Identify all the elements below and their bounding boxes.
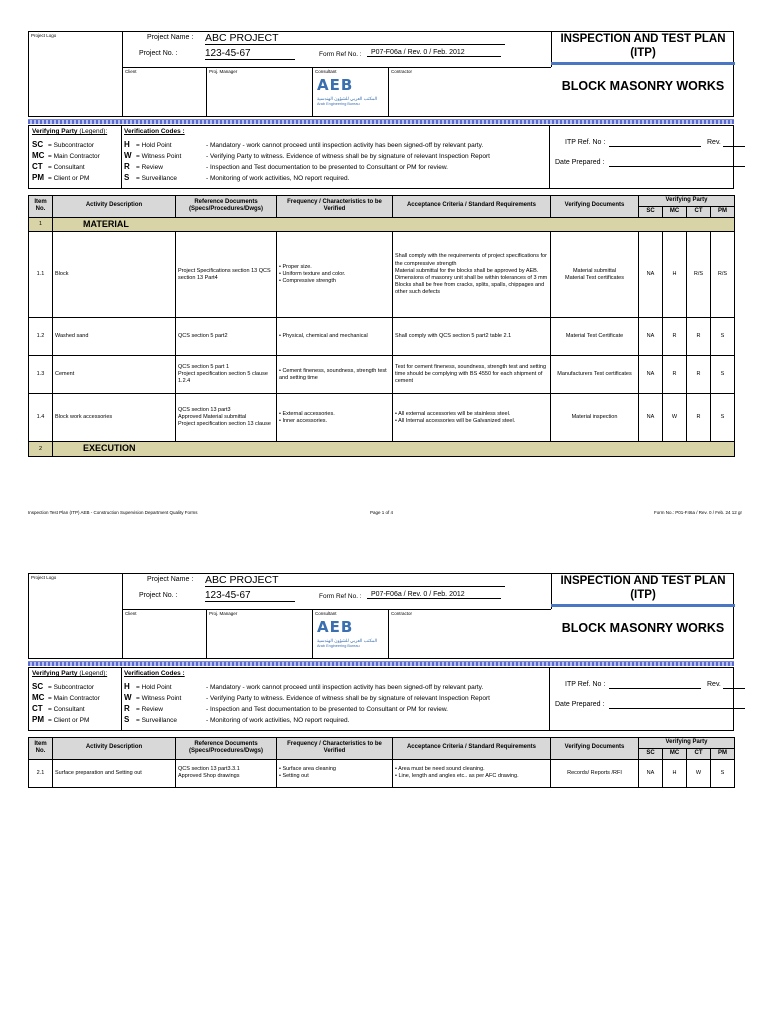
section-row-material: 1 MATERIAL [29, 217, 735, 232]
rev-label: Rev. [707, 139, 721, 146]
legend-code-h: H = Hold Point - Mandatory - work cannot proceed until inspection activity has been signed-off by relevant party. [124, 682, 484, 691]
divider-stripe [28, 119, 734, 124]
col-activity: Activity Description [53, 738, 176, 760]
legend-code-w: W = Witness Point - Verifying Party to witness. Evidence of witness shall be by signature of relevant Inspection Report [124, 693, 490, 702]
date-prepared-field[interactable] [609, 708, 745, 709]
col-reference: Reference Documents (Specs/Procedures/Dwgs) [176, 196, 277, 218]
itp-ref-label: ITP Ref. No : [565, 139, 606, 146]
project-no-label: Project No. : [139, 50, 178, 57]
consultant-label: Consultant [315, 69, 337, 74]
contractor-cell: Contractor [391, 611, 413, 616]
verification-codes-legend [121, 126, 550, 188]
legend-code-s: S = Surveillance - Monitoring of work activities, NO report required. [124, 715, 350, 724]
legend-party-ct: CT = Consultant [32, 162, 85, 171]
form-ref-value: P07-F06a / Rev. 0 / Feb. 2012 [367, 49, 501, 57]
vp-legend-heading: Verifying Party [32, 670, 78, 677]
vp-legend-heading: Verifying Party [32, 128, 78, 135]
divider-stripe [28, 661, 734, 666]
aeb-logo-arabic: المكتب العربي للشؤون الهندسية [317, 96, 378, 101]
col-verifying-party: Verifying Party [639, 196, 735, 207]
col-acceptance: Acceptance Criteria / Standard Requirements [393, 196, 551, 218]
table-row: 1.4 Block work accessories QCS section 13 part3 Approved Material submittal Project specification section 13 clause • External accessories. • Inner accessories. • All external accessories will be stainless steel. • All Internal accessories will be Galvanized steel. Material inspection NA W R S [29, 394, 735, 442]
legend-party-ct: CT = Consultant [32, 704, 85, 713]
stakeholder-cells [123, 609, 551, 659]
itp-ref-box [549, 668, 735, 730]
pm-cell: Proj. Manager [207, 68, 313, 117]
project-name-value: ABC PROJECT [205, 574, 505, 587]
project-no-label: Project No. : [139, 592, 178, 599]
client-cell: Client [123, 68, 207, 117]
legend-code-s: S = Surveillance - Monitoring of work activities, NO report required. [124, 173, 350, 182]
rev-field[interactable] [723, 146, 745, 147]
footer-left: Inspection Test Plan (ITP) AEB - Construction Supervision Department Quality Forms [28, 510, 198, 515]
legend-party-mc: MC = Main Contractor [32, 693, 100, 702]
col-item-no: Item No. [29, 738, 53, 760]
pm-cell: Proj. Manager [207, 610, 313, 659]
legend-code-r: R = Review - Inspection and Test documentation to be presented to Consultant or PM for review. [124, 162, 448, 171]
legend-party-sc: SC = Subcontractor [32, 682, 95, 691]
stakeholder-cells [123, 67, 551, 117]
col-mc: MC [663, 206, 687, 217]
itp-page-1 [28, 31, 734, 457]
project-no-value: 123-45-67 [205, 590, 295, 602]
rev-label: Rev. [707, 681, 721, 688]
verification-codes-legend [121, 668, 550, 730]
project-info [123, 32, 552, 67]
col-pm: PM [711, 748, 735, 759]
date-prepared-label: Date Prepared : [555, 159, 605, 166]
legend-party-sc: SC = Subcontractor [32, 140, 95, 149]
vc-legend-heading: Verification Codes : [124, 128, 185, 135]
consultant-cell [313, 68, 389, 117]
consultant-cell [313, 610, 389, 659]
table-header-row [29, 196, 735, 207]
table-row: 1.1 Block Project Specifications section 13 QCS section 13 Part4 • Proper size. • Uniform texture and color. • Compressive strength Shall comply with the requirements of project specifications for the compressive strength Material submittal for the blocks shall be approved by AEB. Dimensions of masonry unit shall be within tolerances of 3 mm Blocks shall be free from cracks, splits, spalls, chippages and other such defects Material submittal Material Test certificates NA H R/S R/S [29, 232, 735, 318]
itp-subtitle: BLOCK MASONRY WORKS [561, 621, 725, 635]
aeb-logo-mark: AEB [317, 618, 354, 636]
section-title: MATERIAL [53, 217, 735, 232]
contractor-cell: Contractor [391, 69, 413, 74]
itp-subtitle: BLOCK MASONRY WORKS [561, 79, 725, 93]
col-ct: CT [687, 748, 711, 759]
itp-title-block [551, 574, 735, 658]
table-row: 2.1 Surface preparation and Setting out QCS section 13 part3.3.1 Approved Shop drawings • Surface area cleaning • Setting out • Area must be need sound cleaning. • Line, length and angles etc.. as per AFC drawing. Records/ Reports /RFI NA H W S [29, 759, 735, 787]
verifying-party-legend: Verifying Party (Legend): SC = Subcontractor MC = Main Contractor CT = Consultant PM = Client or PM [29, 126, 122, 188]
form-header [28, 573, 734, 659]
project-info [123, 574, 552, 609]
client-cell: Client [123, 610, 207, 659]
aeb-logo-english: Arab Engineering Bureau [317, 644, 360, 648]
itp-ref-box [549, 126, 735, 188]
itp-table [28, 737, 735, 788]
itp-title: INSPECTION AND TEST PLAN (ITP) [551, 32, 735, 65]
legend-party-pm: PM = Client or PM [32, 715, 90, 724]
col-mc: MC [663, 748, 687, 759]
section-title: EXECUTION [53, 442, 735, 457]
col-sc: SC [639, 206, 663, 217]
col-verifying-party: Verifying Party [639, 738, 735, 749]
table-row: 1.3 Cement QCS section 5 part 1 Project specification section 5 clause 1.2.4 • Cement fineness, soundness, strength test and setting time Test for cement fineness, soundness, strength test and setting time should be complying with BS 4550 for each shipment of cement Manufacturers Test certificates NA R R S [29, 356, 735, 394]
verifying-party-legend: Verifying Party (Legend): SC = Subcontractor MC = Main Contractor CT = Consultant PM = Client or PM [29, 668, 122, 730]
legend-party-mc: MC = Main Contractor [32, 151, 100, 160]
col-verifying-docs: Verifying Documents [551, 738, 639, 760]
itp-title: INSPECTION AND TEST PLAN (ITP) [551, 574, 735, 607]
project-logo-box: Project Logo [29, 574, 123, 658]
col-pm: PM [711, 206, 735, 217]
date-prepared-label: Date Prepared : [555, 701, 605, 708]
table-header-row [29, 738, 735, 749]
legend-box [28, 667, 734, 731]
legend-code-w: W = Witness Point - Verifying Party to witness. Evidence of witness shall be by signature of relevant Inspection Report [124, 151, 490, 160]
aeb-logo [317, 618, 383, 648]
legend-code-h: H = Hold Point - Mandatory - work cannot proceed until inspection activity has been signed-off by relevant party. [124, 140, 484, 149]
form-header [28, 31, 734, 117]
itp-ref-field[interactable] [609, 146, 701, 147]
itp-ref-field[interactable] [609, 688, 701, 689]
col-item-no: Item No. [29, 196, 53, 218]
legend-box [28, 125, 734, 189]
table-row: 1.2 Washed sand QCS section 5 part2 • Physical, chemical and mechanical Shall comply with QCS section 5 part2 table 2.1 Material Test Certificate NA R R S [29, 318, 735, 356]
col-reference: Reference Documents (Specs/Procedures/Dwgs) [176, 738, 277, 760]
project-name-value: ABC PROJECT [205, 32, 505, 45]
col-frequency: Frequency / Characteristics to be Verified [277, 196, 393, 218]
itp-page-2 [28, 573, 734, 788]
legend-code-r: R = Review - Inspection and Test documentation to be presented to Consultant or PM for review. [124, 704, 448, 713]
itp-table [28, 195, 735, 457]
col-frequency: Frequency / Characteristics to be Verified [277, 738, 393, 760]
form-ref-label: Form Ref No. : [319, 593, 362, 600]
aeb-logo-english: Arab Engineering Bureau [317, 102, 360, 106]
col-acceptance: Acceptance Criteria / Standard Requirements [393, 738, 551, 760]
project-logo-box: Project Logo [29, 32, 123, 116]
footer-page: Page 1 of 4 [370, 510, 394, 515]
consultant-label: Consultant [315, 611, 337, 616]
project-name-label: Project Name : [147, 34, 194, 41]
form-ref-value: P07-F06a / Rev. 0 / Feb. 2012 [367, 591, 501, 599]
col-sc: SC [639, 748, 663, 759]
col-verifying-docs: Verifying Documents [551, 196, 639, 218]
aeb-logo [317, 76, 383, 106]
itp-ref-label: ITP Ref. No : [565, 681, 606, 688]
date-prepared-field[interactable] [609, 166, 745, 167]
col-activity: Activity Description [53, 196, 176, 218]
section-row-execution: 2 EXECUTION [29, 442, 735, 457]
rev-field[interactable] [723, 688, 745, 689]
footer-form-no: Form No.: P01-F46a / Rev. 0 / Feb. 24 12 gr [654, 510, 742, 515]
col-ct: CT [687, 206, 711, 217]
legend-party-pm: PM = Client or PM [32, 173, 90, 182]
vc-legend-heading: Verification Codes : [124, 670, 185, 677]
itp-title-block [551, 32, 735, 116]
project-name-label: Project Name : [147, 576, 194, 583]
project-no-value: 123-45-67 [205, 48, 295, 60]
form-ref-label: Form Ref No. : [319, 51, 362, 58]
aeb-logo-mark: AEB [317, 76, 354, 94]
aeb-logo-arabic: المكتب العربي للشؤون الهندسية [317, 638, 378, 643]
